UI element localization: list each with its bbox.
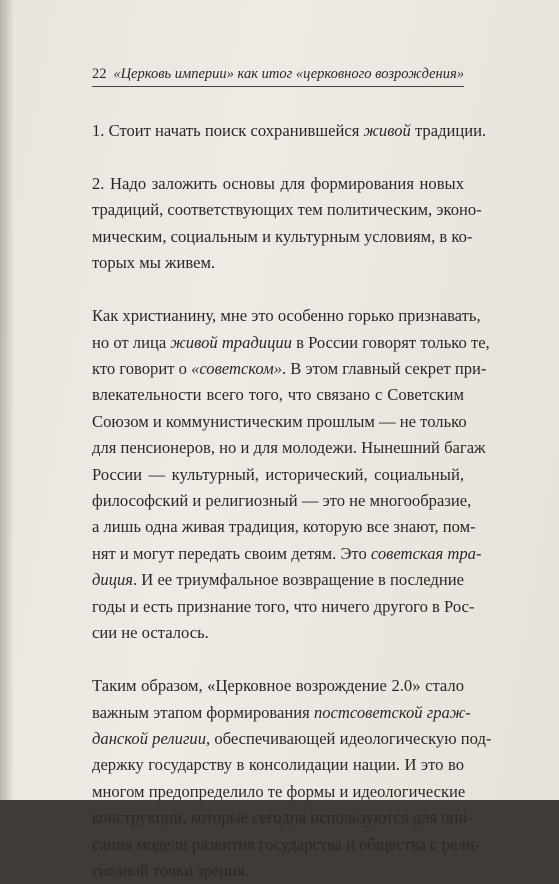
text-line xyxy=(92,620,464,646)
italic-phrase: живой традиции xyxy=(170,332,292,352)
text-run: кто говорит о xyxy=(92,359,192,379)
text-line xyxy=(92,673,464,699)
text-run: Как христианину, мне это особенно горько признавать, xyxy=(92,306,481,326)
text-run: Союзом и коммунистическим прошлым — не только xyxy=(92,411,467,431)
italic-phrase: советская тра- xyxy=(370,543,482,563)
body-text xyxy=(92,118,492,884)
text-run: . В этом главный секрет при- xyxy=(282,359,487,379)
text-line xyxy=(92,197,482,223)
text-run: важным этапом формирования xyxy=(92,702,314,722)
text-line xyxy=(92,700,471,726)
text-line xyxy=(92,330,490,356)
text-line xyxy=(92,541,482,567)
text-line xyxy=(92,409,467,435)
text-run: а лишь одна живая традиция, которую все знают, пом- xyxy=(92,517,476,537)
text-run: традиций, соответствующих тем политическим, эконо- xyxy=(92,200,482,220)
text-line xyxy=(92,250,464,276)
italic-phrase: диция xyxy=(92,570,133,590)
text-line xyxy=(92,567,464,593)
italic-phrase: постсоветской граж- xyxy=(313,702,471,722)
italic-phrase: живой xyxy=(363,121,411,140)
text-line xyxy=(92,726,492,752)
paragraph xyxy=(92,118,487,144)
text-run: годы и есть признание того, что ничего другого в Рос- xyxy=(92,596,475,616)
paragraph-gap xyxy=(92,647,464,674)
text-line xyxy=(92,303,481,329)
page-gutter-shadow xyxy=(0,0,14,800)
text-run: Таким образом, «Церковное возрождение 2.0» стало xyxy=(92,676,464,696)
text-run: влекательности всего того, что связано с Советским xyxy=(92,385,464,405)
text-run: России — культурный, исторический, социальный, xyxy=(92,464,464,484)
text-run: философский и религиозный — это не многообразие, xyxy=(92,491,472,511)
paragraph xyxy=(92,673,492,884)
text-run: сания модели развития государства и общества с рели- xyxy=(92,834,481,854)
text-run: многом предопределило те формы и идеологические xyxy=(92,781,466,801)
text-run: гиозной точки зрения. xyxy=(92,860,249,880)
text-line xyxy=(92,462,464,488)
text-line xyxy=(92,514,476,540)
text-run: для пенсионеров, но и для молодежи. Нынешний багаж xyxy=(92,438,486,458)
text-line xyxy=(92,752,464,778)
text-run: но от лица xyxy=(92,332,171,352)
text-line xyxy=(92,356,487,382)
text-run: . И ее триумфальное возвращение в последние xyxy=(133,570,464,590)
text-run: конструкции, которые сегодня используются для опи- xyxy=(92,808,473,828)
text-line xyxy=(92,779,464,805)
text-line xyxy=(92,832,481,858)
text-run: сии не осталось. xyxy=(92,623,209,643)
text-line xyxy=(92,435,486,461)
text-line xyxy=(92,171,464,197)
text-line xyxy=(92,594,475,620)
text-run: 1. Стоит начать поиск сохранившейся xyxy=(92,121,364,140)
text-run: мическим, социальным и культурным условиям, в ко- xyxy=(92,226,473,246)
text-line xyxy=(92,224,473,250)
page-number: 22 xyxy=(92,66,107,82)
text-run: нят и могут передать своим детям. Это xyxy=(92,543,371,563)
paragraph-gap xyxy=(92,144,464,171)
text-line xyxy=(92,858,464,884)
text-run: традиции. xyxy=(410,121,487,140)
running-header xyxy=(92,64,464,87)
italic-phrase: «советском» xyxy=(191,359,282,379)
text-line xyxy=(92,488,472,514)
text-run: , обеспечивающей идеологическую под- xyxy=(206,728,492,748)
italic-phrase: данской религии xyxy=(92,728,207,748)
text-run: держку государству в консолидации нации. И это во xyxy=(92,755,464,775)
text-run: в России говорят только те, xyxy=(291,332,490,352)
paragraph-gap xyxy=(92,277,464,304)
text-run: 2. Надо заложить основы для формирования новых xyxy=(92,174,464,193)
running-title: «Церковь империи» как итог «церковного возрождения» xyxy=(113,66,464,82)
text-line xyxy=(92,118,487,144)
paragraph xyxy=(92,171,482,277)
paragraph xyxy=(92,303,490,646)
text-line xyxy=(92,805,473,831)
text-line xyxy=(92,382,464,408)
text-run: торых мы живем. xyxy=(92,253,216,273)
